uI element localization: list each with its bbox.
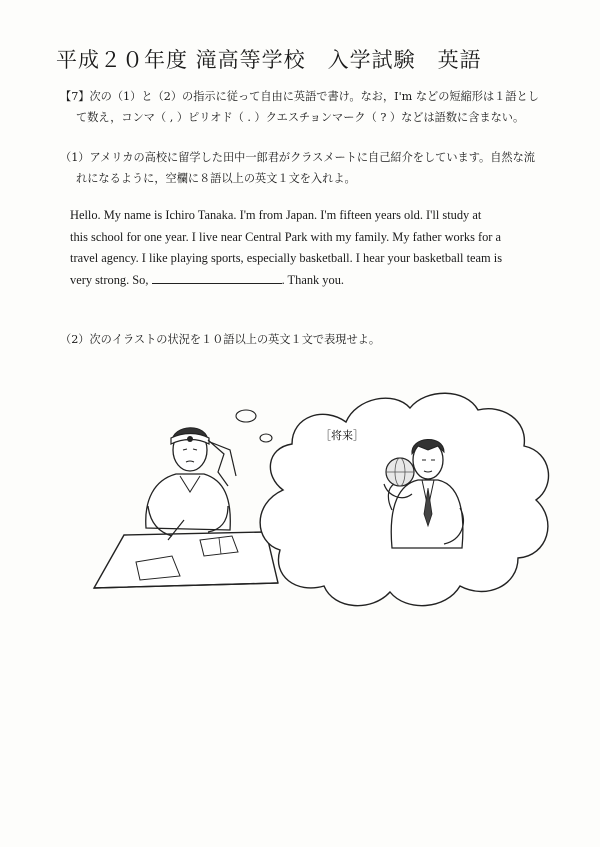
question-1-line-1: （1）アメリカの高校に留学した田中一郎君がクラスメートに自己紹介をしています。自然な流	[60, 151, 535, 164]
student-drawing	[146, 428, 236, 540]
instructions-line-2: て数え，コンマ（ , ）ピリオド（ . ）クエスチョンマーク（ ? ）などは語数に含まない。	[76, 111, 525, 124]
passage-line-4-end: . Thank you.	[281, 272, 344, 287]
passage-line-4-start: very strong. So,	[70, 272, 152, 287]
section-instructions	[60, 86, 580, 128]
question-2-prompt: （2）次のイラストの状況を１０語以上の英文１文で表現せよ。	[60, 333, 381, 346]
desk-drawing	[94, 532, 278, 588]
answer-blank[interactable]	[152, 271, 282, 284]
passage-line-2: this school for one year. I live near Central Park with my family. My father works for a	[70, 229, 502, 244]
page-title: 平成２０年度 滝高等学校 入学試験 英語	[56, 48, 482, 72]
thought-bubble-drawing	[236, 393, 549, 605]
self-introduction-passage	[70, 205, 582, 291]
illustration-student-dream	[88, 380, 568, 650]
passage-line-4	[70, 270, 582, 292]
passage-line-1: Hello. My name is Ichiro Tanaka. I'm from Japan. I'm fifteen years old. I'll study at	[70, 208, 482, 222]
instructions-line-1: 【7】次の（1）と（2）の指示に従って自由に英語で書け。なお，I'm などの短縮形は１語とし	[60, 90, 539, 103]
passage-line-3: travel agency. I like playing sports, especially basketball. I hear your basketball team is	[70, 251, 503, 265]
future-label: ［将来］	[320, 429, 364, 442]
question-1-prompt	[60, 147, 580, 189]
question-1-line-2: れになるように，空欄に８語以上の英文１文を入れよ。	[76, 172, 356, 185]
